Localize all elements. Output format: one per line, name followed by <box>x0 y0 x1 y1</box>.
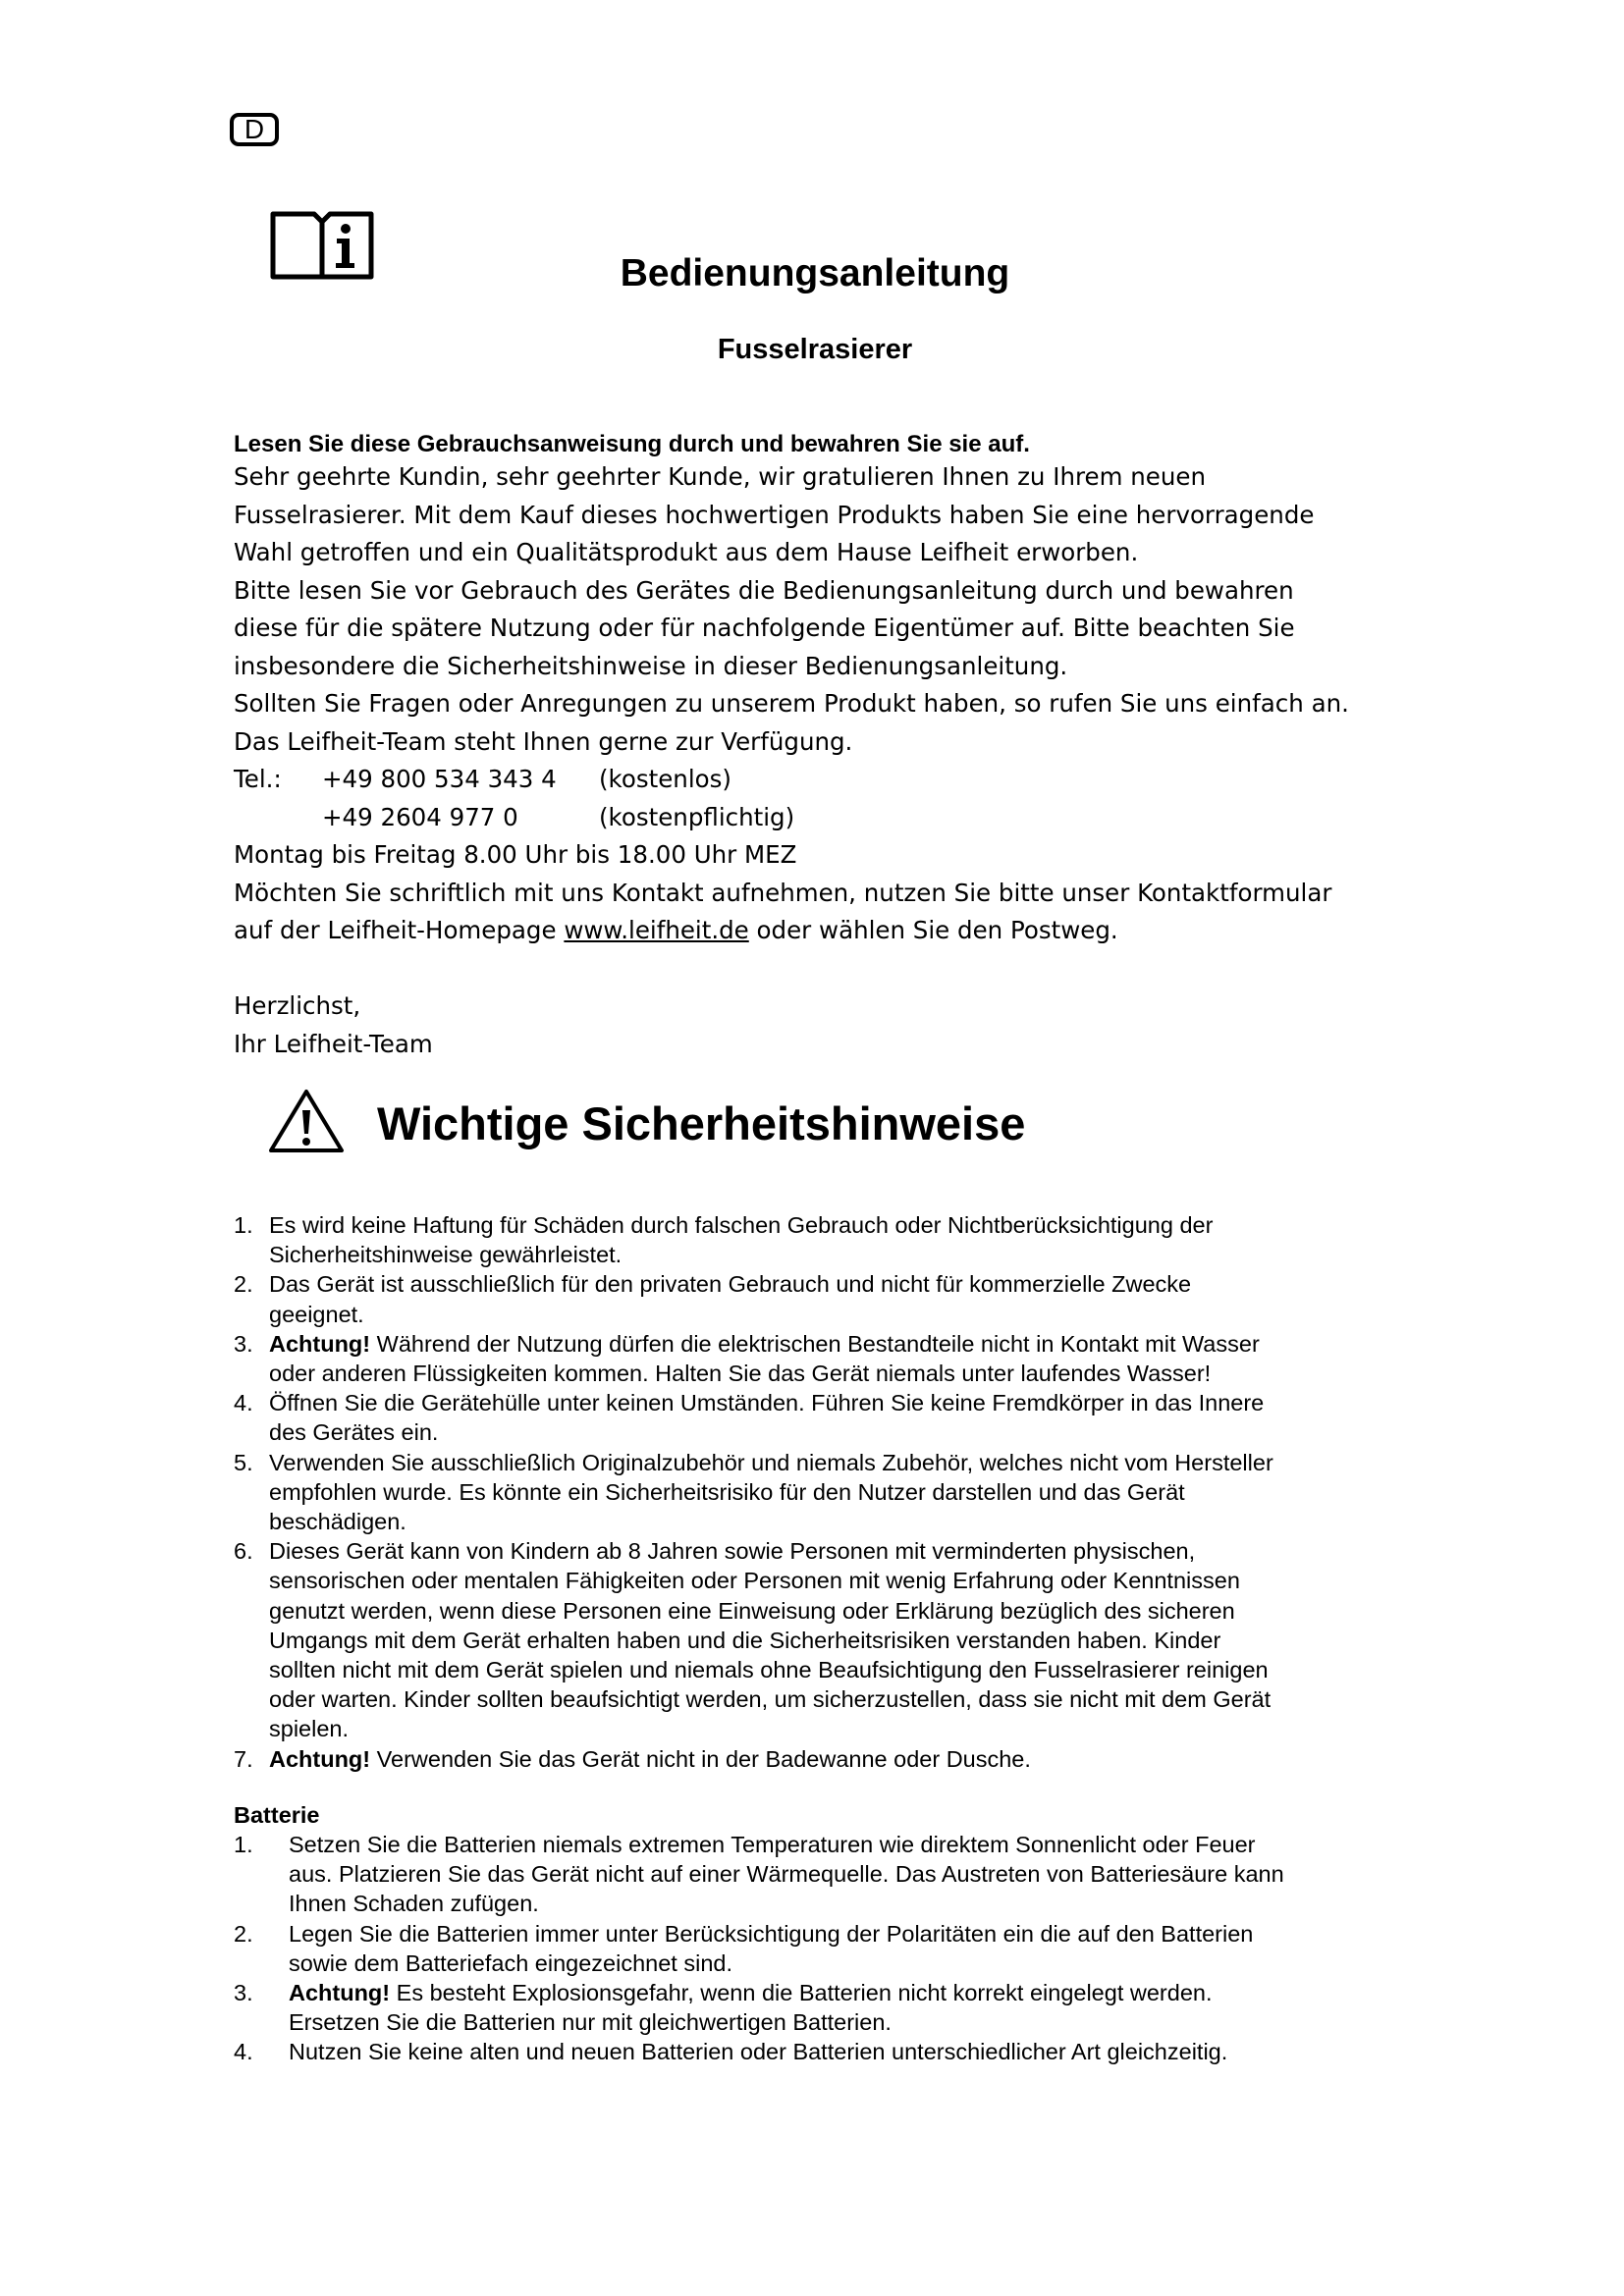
battery-rule <box>234 2037 1432 2066</box>
battery-rule <box>234 1978 1432 2037</box>
battery-rule <box>234 1919 1432 1978</box>
list-item-line: Ersetzen Sie die Batterien nur mit gleichwertigen Batterien. <box>289 2009 892 2036</box>
document-subtitle: Fusselrasierer <box>717 334 913 365</box>
document-title: Bedienungsanleitung <box>620 252 1010 294</box>
warning-label: Achtung! <box>269 1745 371 1772</box>
closing-greeting: Herzlichst, <box>234 991 361 1020</box>
list-number: 1. <box>234 1212 253 1238</box>
warning-label: Achtung! <box>269 1330 371 1357</box>
list-item-line: spielen. <box>269 1716 349 1742</box>
list-number: 3. <box>234 1330 253 1357</box>
phone-number-free: +49 800 534 343 4 <box>322 765 557 793</box>
safety-rules-list <box>234 1210 1432 1774</box>
contact-prefix: auf der Leifheit-Homepage <box>234 916 565 944</box>
safety-rule <box>234 1329 1432 1388</box>
list-item-line <box>289 1978 1432 2007</box>
website-link[interactable]: www.leifheit.de <box>564 916 749 944</box>
intro-line: Sehr geehrte Kundin, sehr geehrter Kunde, wir gratulieren Ihnen zu Ihrem neuen <box>234 462 1206 491</box>
safety-rule <box>234 1536 1432 1743</box>
battery-heading: Batterie <box>234 1802 320 1828</box>
phone-row-free <box>234 761 1461 799</box>
list-item-line: geeignet. <box>269 1301 364 1327</box>
list-number: 2. <box>234 1271 253 1298</box>
intro-line: Bitte lesen Sie vor Gebrauch des Gerätes die Bedienungsanleitung durch und bewahren <box>234 575 1294 605</box>
list-item-line: Öffnen Sie die Gerätehülle unter keinen Umständen. Führen Sie keine Fremdkörper in das Innere <box>269 1390 1265 1416</box>
list-item-line: empfohlen wurde. Es könnte ein Sicherheitsrisiko für den Nutzer darstellen und das Gerät <box>269 1478 1185 1505</box>
safety-rule <box>234 1448 1432 1537</box>
list-item-line: Verwenden Sie ausschließlich Originalzubehör und niemals Zubehör, welches nicht vom Hersteller <box>269 1449 1273 1475</box>
list-number: 2. <box>234 1920 253 1947</box>
list-item-line <box>269 1744 1432 1774</box>
list-item-line: Das Gerät ist ausschließlich für den privaten Gebrauch und nicht für kommerzielle Zwecke <box>269 1271 1192 1298</box>
list-item-line: Dieses Gerät kann von Kindern ab 8 Jahren sowie Personen mit verminderten physischen, <box>269 1538 1196 1565</box>
list-item-line: sollten nicht mit dem Gerät spielen und niemals ohne Beaufsichtigung den Fusselrasierer reinigen <box>269 1657 1269 1683</box>
contact-line: Möchten Sie schriftlich mit uns Kontakt aufnehmen, nutzen Sie bitte unser Kontaktformular <box>234 878 1332 907</box>
phone-note-paid: (kostenpflichtig) <box>599 802 795 831</box>
list-number: 1. <box>234 1832 253 1857</box>
list-item-line: sowie dem Batteriefach eingezeichnet sind. <box>289 1949 732 1976</box>
list-item-line: Nutzen Sie keine alten und neuen Batterien oder Batterien unterschiedlicher Art gleichzeitig. <box>289 2039 1228 2065</box>
tel-label: Tel.: <box>234 765 282 793</box>
intro-line: Das Leifheit-Team steht Ihnen gerne zur Verfügung. <box>234 726 853 756</box>
list-item-line: sensorischen oder mentalen Fähigkeiten oder Personen mit wenig Erfahrung oder Kenntnissen <box>269 1568 1240 1594</box>
contact-line-website <box>234 912 1461 950</box>
list-item-line: beschädigen. <box>269 1509 406 1535</box>
list-number: 4. <box>234 1390 253 1416</box>
list-item-line: Es wird keine Haftung für Schäden durch falschen Gebrauch oder Nichtberücksichtigung der <box>269 1212 1214 1238</box>
warning-label: Achtung! <box>289 1980 391 2006</box>
list-item-line: Umgangs mit dem Gerät erhalten haben und die Sicherheitsrisiken verstanden haben. Kinder <box>269 1627 1221 1653</box>
list-item-text: Es besteht Explosionsgefahr, wenn die Batterien nicht korrekt eingelegt werden. <box>390 1980 1213 2006</box>
service-hours: Montag bis Freitag 8.00 Uhr bis 18.00 Uhr MEZ <box>234 840 797 869</box>
list-item-line: Legen Sie die Batterien immer unter Berücksichtigung der Polaritäten ein die auf den Batterien <box>289 1920 1254 1947</box>
safety-rule <box>234 1269 1432 1328</box>
phone-number-paid: +49 2604 977 0 <box>322 802 518 831</box>
list-number: 5. <box>234 1449 253 1475</box>
list-number: 6. <box>234 1538 253 1565</box>
list-item-line: Setzen Sie die Batterien niemals extremen Temperaturen wie direktem Sonnenlicht oder Feuer <box>289 1832 1256 1857</box>
book-info-icon <box>269 208 375 283</box>
list-item-line: genutzt werden, wenn diese Personen eine Einweisung oder Erklärung bezüglich des sicheren <box>269 1597 1235 1624</box>
intro-line: Sollten Sie Fragen oder Anregungen zu unserem Produkt haben, so rufen Sie uns einfach an. <box>234 689 1349 718</box>
intro-line: Fusselrasierer. Mit dem Kauf dieses hochwertigen Produkts haben Sie eine hervorragende <box>234 500 1315 529</box>
list-item-text: Verwenden Sie das Gerät nicht in der Badewanne oder Dusche. <box>370 1745 1031 1772</box>
list-item-line: oder warten. Kinder sollten beaufsichtigt werden, um sicherzustellen, dass sie nicht mit dem Gerät <box>269 1686 1272 1713</box>
battery-rules-list <box>234 1830 1432 2067</box>
phone-note-free: (kostenlos) <box>599 765 731 793</box>
safety-heading: Wichtige Sicherheitshinweise <box>377 1097 1026 1149</box>
signature: Ihr Leifheit-Team <box>234 1029 433 1058</box>
safety-rule <box>234 1210 1432 1269</box>
list-item-line: oder anderen Flüssigkeiten kommen. Halten Sie das Gerät niemals unter laufendes Wasser! <box>269 1361 1212 1387</box>
phone-row-paid <box>234 799 1461 837</box>
safety-rule <box>234 1744 1432 1774</box>
battery-rule <box>234 1830 1432 1919</box>
list-number: 4. <box>234 2039 253 2065</box>
list-item-line: aus. Platzieren Sie das Gerät nicht auf einer Wärmequelle. Das Austreten von Batteriesäure kann <box>289 1861 1284 1888</box>
list-item-line <box>269 1329 1432 1359</box>
paragraph-spacer <box>234 950 1461 988</box>
intro-heading: Lesen Sie diese Gebrauchsanweisung durch und bewahren Sie sie auf. <box>234 431 1030 457</box>
contact-suffix: oder wählen Sie den Postweg. <box>748 916 1118 944</box>
language-badge: D <box>230 113 279 146</box>
list-number: 3. <box>234 1980 253 2006</box>
list-number: 7. <box>234 1745 253 1772</box>
intro-line: diese für die spätere Nutzung oder für nachfolgende Eigentümer auf. Bitte beachten Sie <box>234 614 1295 642</box>
list-item-line: des Gerätes ein. <box>269 1419 439 1446</box>
intro-letter <box>234 458 1461 1063</box>
list-item-text: Während der Nutzung dürfen die elektrischen Bestandteile nicht in Kontakt mit Wasser <box>370 1330 1260 1357</box>
warning-triangle-icon <box>267 1087 346 1155</box>
safety-rule <box>234 1388 1432 1447</box>
list-item-line: Ihnen Schaden zufügen. <box>289 1891 539 1917</box>
list-item-line: Sicherheitshinweise gewährleistet. <box>269 1242 623 1268</box>
intro-line: insbesondere die Sicherheitshinweise in dieser Bedienungsanleitung. <box>234 651 1068 680</box>
intro-line: Wahl getroffen und ein Qualitätsprodukt aus dem Hause Leifheit erworben. <box>234 538 1139 566</box>
